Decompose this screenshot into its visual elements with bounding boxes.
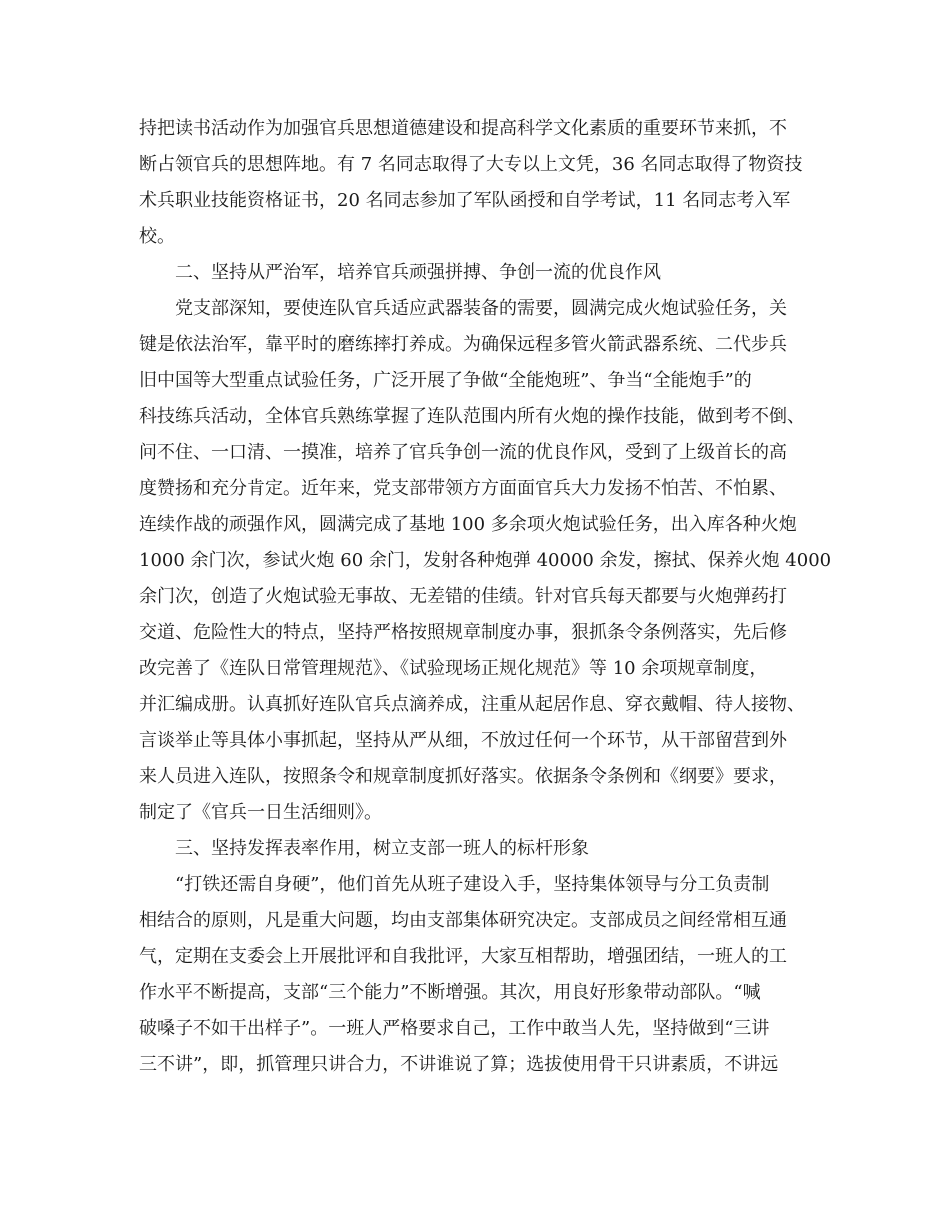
text-line: 校。 <box>139 226 175 247</box>
text-line: 来人员进入连队，按照条令和规章制度抓好落实。依据条令条例和《纲要》要求， <box>139 766 787 787</box>
text-line: 制定了《官兵一日生活细则》。 <box>139 802 382 823</box>
text-line: 连续作战的顽强作风，圆满完成了基地 100 多余项火炮试验任务，出入库各种火炮 <box>139 514 797 535</box>
text-line: 破嗓子不如干出样子”。一班人严格要求自己，工作中敢当人先，坚持做到“三讲 <box>139 1018 770 1039</box>
text-line: 作水平不断提高，支部“三个能力”不断增强。其次，用良好形象带动部队。“喊 <box>139 982 761 1003</box>
text-line: 党支部深知，要使连队官兵适应武器装备的需要，圆满完成火炮试验任务，关 <box>139 298 787 319</box>
text-line: 键是依法治军，靠平时的磨练摔打养成。为确保远程多管火箭武器系统、二代步兵 <box>139 334 787 355</box>
text-line: 气，定期在支委会上开展批评和自我批评，大家互相帮助，增强团结，一班人的工 <box>139 946 787 967</box>
text-line: 度赞扬和充分肯定。近年来，党支部带领方方面面官兵大力发扬不怕苦、不怕累、 <box>139 478 787 499</box>
text-line: 余门次，创造了火炮试验无事故、无差错的佳绩。针对官兵每天都要与火炮弹药打 <box>139 586 787 607</box>
text-line: 断占领官兵的思想阵地。有 7 名同志取得了大专以上文凭，36 名同志取得了物资技 <box>139 154 803 175</box>
text-line: 科技练兵活动，全体官兵熟练掌握了连队范围内所有火炮的操作技能，做到考不倒、 <box>139 406 805 427</box>
text-line: 持把读书活动作为加强官兵思想道德建设和提高科学文化素质的重要环节来抓，不 <box>139 118 787 139</box>
text-line: 三不讲”，即，抓管理只讲合力，不讲谁说了算；选拔使用骨干只讲素质，不讲远 <box>139 1054 779 1075</box>
text-line: 问不住、一口清、一摸准，培养了官兵争创一流的优良作风，受到了上级首长的高 <box>139 442 787 463</box>
text-line: “打铁还需自身硬”，他们首先从班子建设入手，坚持集体领导与分工负责制 <box>139 874 770 895</box>
text-line: 1000 余门次，参试火炮 60 余门，发射各种炮弹 40000 余发，擦拭、保养火炮 4000 <box>139 550 832 571</box>
section-heading: 二、坚持从严治军，培养官兵顽强拼搏、争创一流的优良作风 <box>139 262 661 283</box>
section-heading: 三、坚持发挥表率作用，树立支部一班人的标杆形象 <box>139 838 589 859</box>
text-line: 相结合的原则，凡是重大问题，均由支部集体研究决定。支部成员之间经常相互通 <box>139 910 787 931</box>
text-line: 术兵职业技能资格证书，20 名同志参加了军队函授和自学考试，11 名同志考入军 <box>139 190 791 211</box>
text-line: 改完善了《连队日常管理规范》、《试验现场正规化规范》等 10 余项规章制度， <box>139 658 768 679</box>
text-line: 旧中国等大型重点试验任务，广泛开展了争做“全能炮班”、争当“全能炮手”的 <box>139 370 752 391</box>
text-line: 并汇编成册。认真抓好连队官兵点滴养成，注重从起居作息、穿衣戴帽、待人接物、 <box>139 694 805 715</box>
text-line: 言谈举止等具体小事抓起，坚持从严从细，不放过任何一个环节，从干部留营到外 <box>139 730 787 751</box>
text-line: 交道、危险性大的特点，坚持严格按照规章制度办事，狠抓条令条例落实，先后修 <box>139 622 787 643</box>
